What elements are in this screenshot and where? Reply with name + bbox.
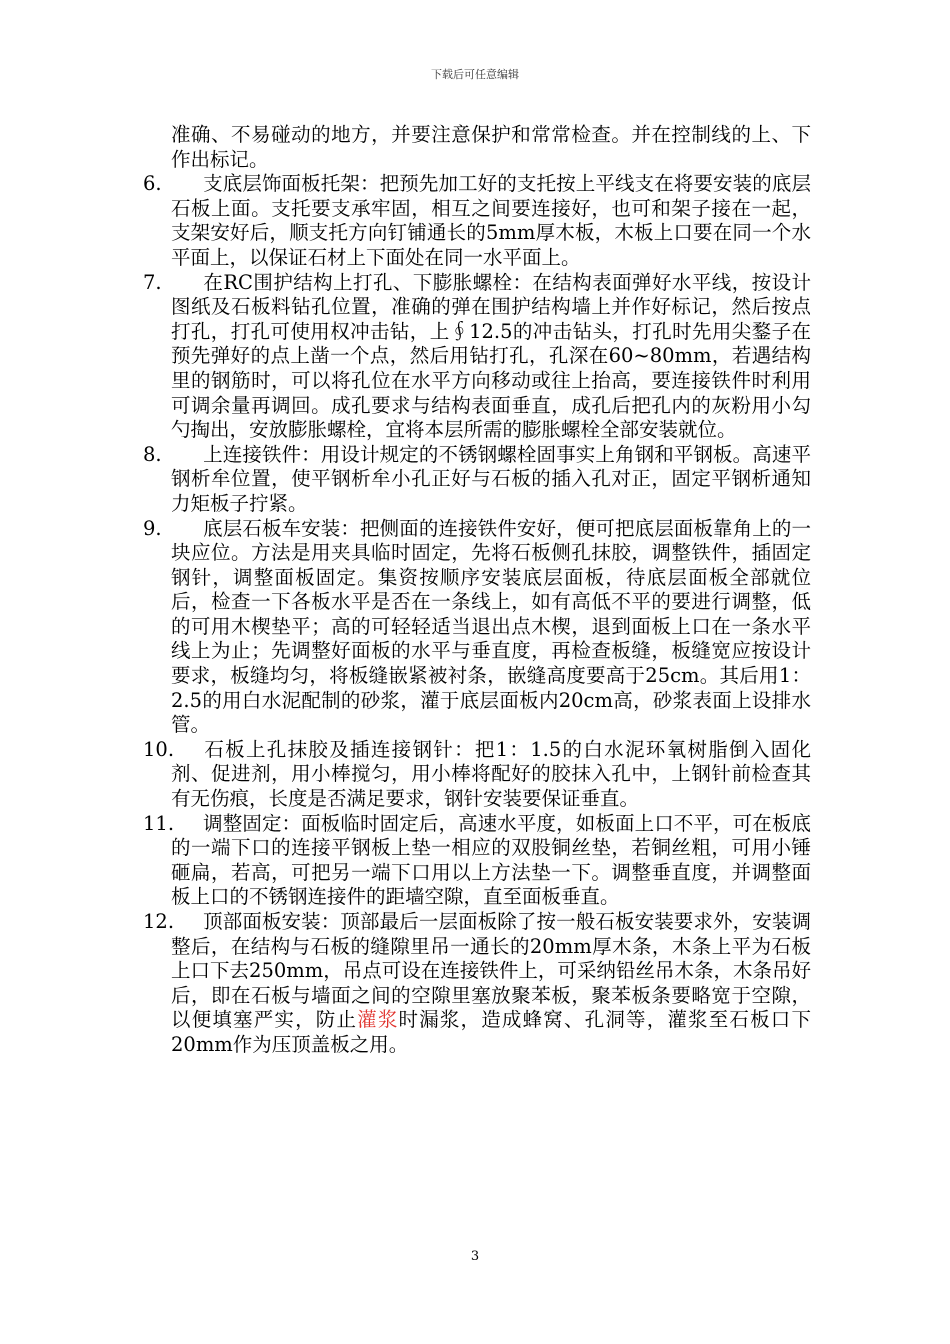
- list-item: [0, 172, 811, 270]
- list-item-text-continued: 时漏浆，造成蜂窝、孔洞等，灌浆至石板口下20mm作为压顶盖板之用。: [171, 1008, 811, 1056]
- list-item-text: 石板上孔抹胶及插连接钢针：把1：1.5的白水泥环氧树脂倒入固化剂、促进剂，用小棒搅匀，用小棒将配好的胶抹入孔中，上钢针前检查其有无伤痕，长度是否满足要求，钢针安装要保证垂直。: [171, 737, 811, 811]
- list-item: [0, 271, 811, 443]
- list-item: [0, 738, 811, 812]
- list-item-text: 底层石板车安装：把侧面的连接铁件安好，便可把底层面板靠角上的一块应位。方法是用夹具临时固定，先将石板侧孔抹胶，调整铁件，插固定钢针，调整面板固定。集资按顺序安装底层面板，待底层面板全部就位后，检查一下各板水平是否在一条线上，如有高低不平的要进行调整，低的可用木楔垫平；高的可轻轻适当退出点木楔，退到面板上口在一条水平线上为止；先调整好面板的水平与垂直度，再检查板缝，板缝宽应按设计要求，板缝均匀，将板缝嵌紧被衬条，嵌缝高度要高于25cm。其后用1：2.5的用白水泥配制的砂浆，灌于底层面板内20cm高，砂浆表面上设排水管。: [171, 516, 811, 737]
- intro-text: 准确、不易碰动的地方，并要注意保护和常常检查。并在控制线的上、下作出标记。: [171, 123, 811, 171]
- list-item: [0, 812, 811, 910]
- list-item-text: 顶部面板安装：顶部最后一层面板除了按一般石板安装要求外，安装调整后，在结构与石板的缝隙里吊一通长的20mm厚木条，木条上平为石板上口下去250mm，吊点可设在连接铁件上，可采纳铅丝吊木条，木条吊好后，即在石板与墙面之间的空隙里塞放聚苯板，聚苯板条要略宽于空隙，以便填塞严实，防止: [171, 910, 811, 1032]
- list-item-text: 支底层饰面板托架：把预先加工好的支托按上平线支在将要安装的底层石板上面。支托要支承牢固，相互之间要连接好，也可和架子接在一起，支架安好后，顺支托方向钉铺通长的5mm厚木板，木板上口要在同一个水平面上，以保证石材上下面处在同一水平面上。: [171, 172, 811, 269]
- document-body: [0, 123, 950, 1058]
- list-item-number: 8.: [143, 442, 162, 466]
- list-item: [0, 910, 811, 1058]
- list-item-number: 7.: [143, 270, 162, 294]
- highlighted-term: 灌浆: [357, 1008, 399, 1032]
- list-item-number: 9.: [143, 516, 162, 540]
- list-item-number: 6.: [143, 172, 162, 196]
- list-item-number: 11.: [143, 811, 175, 835]
- list-item-number: 10.: [143, 737, 175, 761]
- list-item-text: 上连接铁件：用设计规定的不锈钢螺栓固事实上角钢和平钢板。高速平钢析牟位置，使平钢析牟小孔正好与石板的插入孔对正，固定平钢析通知力矩板子拧紧。: [171, 442, 811, 515]
- page-number: 3: [470, 1249, 480, 1264]
- intro-paragraph: [0, 123, 811, 172]
- list-item-text: 在RC围护结构上打孔、下膨胀螺栓：在结构表面弹好水平线，按设计图纸及石板料钻孔位置，准确的弹在围护结构墙上并作好标记，然后按点打孔，打孔可使用权冲击钻，上∮12.5的冲击钻头，打孔时先用尖鍪子在预先弹好的点上凿一个点，然后用钻打孔，孔深在60~80mm，若遇结构里的钢筋时，可以将孔位在水平方向移动或往上抬高，要连接铁件时利用可调余量再调回。成孔要求与结构表面垂直，成孔后把孔内的灰粉用小勾勺掏出，安放膨胀螺栓，宜将本层所需的膨胀螺栓全部安装就位。: [171, 270, 811, 442]
- list-item-text: 调整固定：面板临时固定后，高速水平度，如板面上口不平，可在板底的一端下口的连接平钢板上垫一相应的双股铜丝垫，若铜丝粗，可用小锤砸扁，若高，可把另一端下口用以上方法垫一下。调整垂直度，并调整面板上口的不锈钢连接件的距墙空隙，直至面板垂直。: [171, 811, 811, 909]
- page-header: 下载后可任意编辑: [431, 68, 519, 81]
- list-item: [0, 443, 811, 517]
- list-item: [0, 517, 811, 738]
- list-item-number: 12.: [143, 910, 175, 933]
